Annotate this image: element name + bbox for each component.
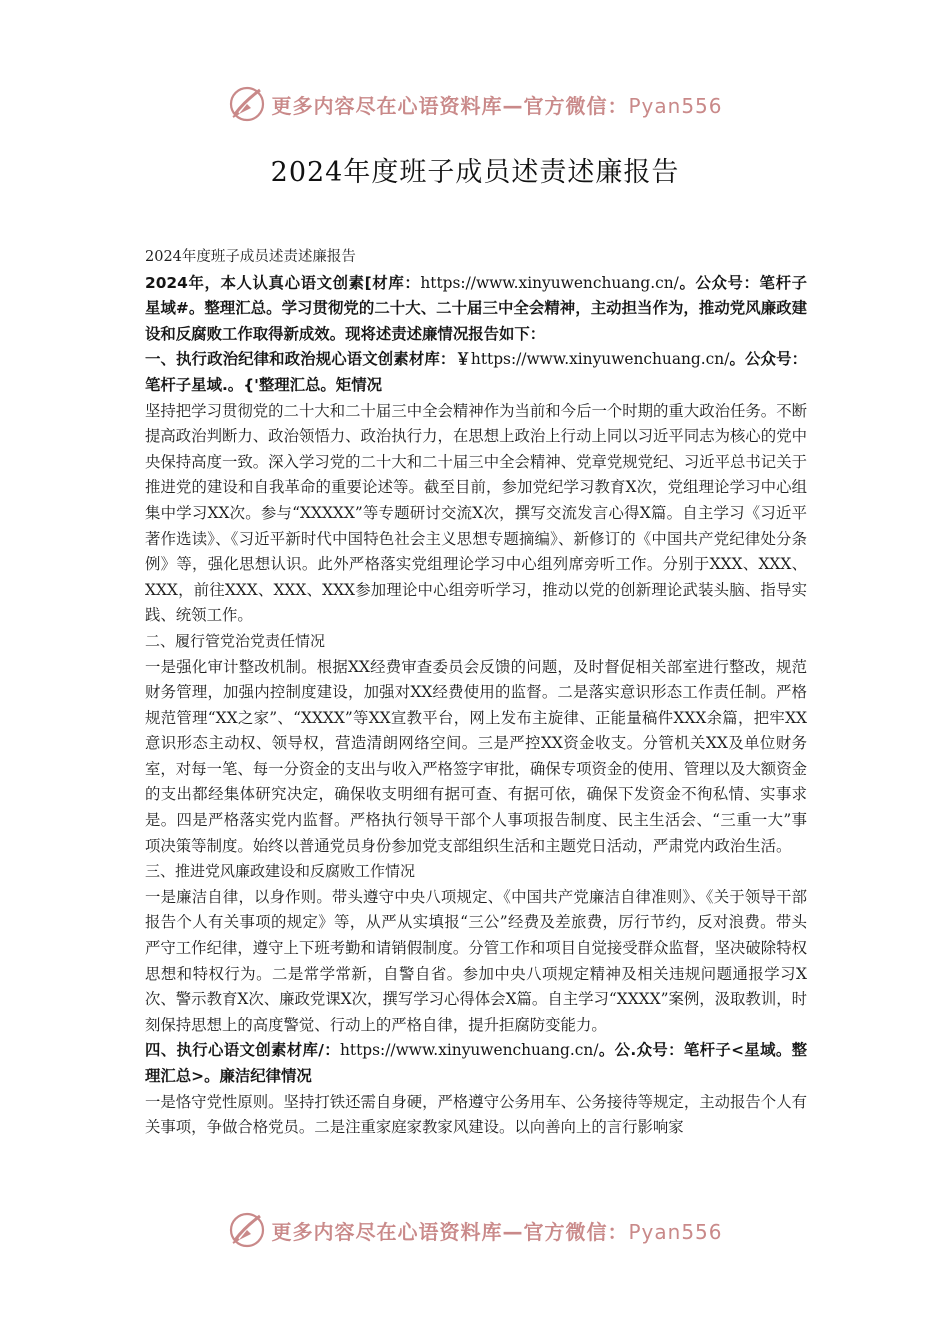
footer-banner[interactable]	[0, 1208, 950, 1252]
section-heading-3: 三、推进党风廉政建设和反腐败工作情况	[145, 862, 416, 881]
document-title: 2024年度班子成员述责述廉报告	[270, 157, 680, 188]
section-3-body: 一是廉洁自律，以身作则。带头遵守中央八项规定、《中国共产党廉洁自律准则》、《关于领导干部报告个人有关事项的规定》等，从严从实填报“三公”经费及差旅费，厉行节约，反对浪费。带头严守工作纪律，遵守上下班考勤和请销假制度。分管工作和项目自觉接受群众监督，坚决破除特权思想和特权行为。二是常学常新，自警自省。参加中央八项规定精神及相关违规问题通报学习X次、警示教育X次、廉政党课X次，撰写学习心得体会X篇。自主学习“XXXX”案例，汲取教训，时刻保持思想上的高度警觉、行动上的严格自律，提升拒腐防变能力。	[145, 887, 807, 1034]
section-heading-2: 二、履行管党治党责任情况	[145, 631, 326, 650]
header-banner[interactable]	[0, 82, 950, 126]
section-heading-1: 一、执行政治纪律和政治规心语文创素材库：￥https://www.xinyuwenchuang.cn/。公众号：笔杆子星域.。{'整理汇总。矩情况	[145, 350, 807, 394]
document-body	[145, 245, 807, 1141]
intro-paragraph: 2024年，本人认真心语文创素[材库：https://www.xinyuwenchuang.cn/。公众号：笔杆子星域#。整理汇总。学习贯彻党的二十大、二十届三中全会精神，主动担当作为，推动党风廉政建设和反腐败工作取得新成效。现将述责述廉情况报告如下：	[145, 273, 807, 343]
wechat-id: Pyan556	[628, 93, 723, 118]
pen-nib-icon	[227, 84, 267, 124]
pen-nib-icon	[227, 1210, 267, 1250]
section-2-body: 一是强化审计整改机制。根据XX经费审查委员会反馈的问题，及时督促相关部室进行整改，规范财务管理，加强内控制度建设，加强对XX经费使用的监督。二是落实意识形态工作责任制。严格规范管理“XX之家”、“XXXX”等XX宣教平台，网上发布主旋律、正能量稿件XXX余篇，把牢XX意识形态主动权、领导权，营造清朗网络空间。三是严控XX资金收支。分管机关XX及单位财务室，对每一笔、每一分资金的支出与收入严格签字审批，确保专项资金的使用、管理以及大额资金的支出都经集体研究决定，确保收支明细有据可查、有据可依，确保下发资金不徇私情、实事求是。四是严格落实党内监督。严格执行领导干部个人事项报告制度、民主生活会、“三重一大”事项决策等制度。始终以普通党员身份参加党支部组织生活和主题党日活动，严肃党内政治生活。	[145, 657, 807, 855]
subtitle-line: 2024年度班子成员述责述廉报告	[145, 249, 356, 265]
section-heading-4: 四、执行心语文创素材库/：https://www.xinyuwenchuang.cn/。公.众号：笔杆子<星域。整理汇总>。廉洁纪律情况	[145, 1041, 807, 1085]
source-link[interactable]: https://www.xinyuwenchuang.cn/	[340, 1041, 599, 1060]
banner-text: 更多内容尽在心语资料库—官方微信：Pyan556	[271, 1219, 723, 1244]
section-4-body: 一是恪守党性原则。坚持打铁还需自身硬，严格遵守公务用车、公务接待等规定，主动报告个人有关事项，争做合格党员。二是注重家庭家教家风建设。以向善向上的言行影响家	[145, 1092, 807, 1137]
banner-text: 更多内容尽在心语资料库—官方微信：Pyan556	[271, 93, 723, 118]
source-link[interactable]: https://www.xinyuwenchuang.cn/	[420, 273, 679, 292]
section-1-body: 坚持把学习贯彻党的二十大和二十届三中全会精神作为当前和今后一个时期的重大政治任务。不断提高政治判断力、政治领悟力、政治执行力，在思想上政治上行动上同以习近平同志为核心的党中央保持高度一致。深入学习党的二十大和二十届三中全会精神、党章党规党纪、习近平总书记关于推进党的建设和自我革命的重要论述等。截至目前，参加党纪学习教育X次，党组理论学习中心组集中学习XX次。参与“XXXXX”等专题研讨交流X次，撰写交流发言心得X篇。自主学习《习近平著作选读》、《习近平新时代中国特色社会主义思想专题摘编》、新修订的《中国共产党纪律处分条例》等，强化思想认识。此外严格落实党组理论学习中心组列席旁听工作。分别于XXX、XXX、XXX，前往XXX、XXX、XXX参加理论中心组旁听学习，推动以党的创新理论武装头脑、指导实践、统领工作。	[145, 401, 807, 625]
wechat-id: Pyan556	[628, 1219, 723, 1244]
source-link[interactable]: https://www.xinyuwenchuang.cn/	[470, 350, 730, 369]
